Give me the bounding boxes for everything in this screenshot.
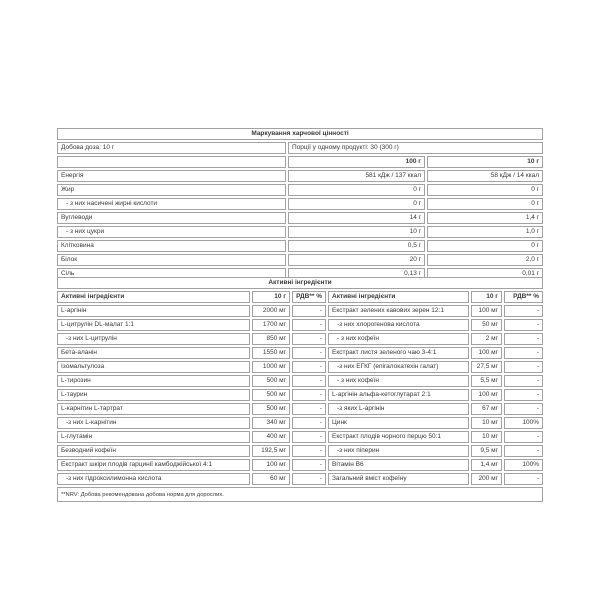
table-row (57, 277, 543, 289)
ingredient-amount: 100 мг (471, 305, 502, 317)
value-100g: 581 кДж / 137 ккал (288, 170, 425, 182)
table-row (57, 142, 543, 154)
ingredient-name: - з них кофеїн (328, 333, 469, 345)
ingredient-name: L-цитрулін DL-малат 1:1 (57, 319, 250, 331)
ingredient-rdv: - (504, 389, 543, 401)
value-100g: 0,13 г (288, 268, 425, 280)
ingredient-name: L-глутамін (57, 431, 250, 443)
row-label: Білок (57, 254, 286, 266)
ingredient-amount: 200 мг (471, 473, 502, 485)
value-10g: 0,01 г (427, 268, 543, 280)
ingredient-amount: 60 мг (252, 473, 290, 485)
ingredient-rdv: - (292, 333, 326, 345)
ingredient-amount: 9,5 мг (471, 445, 502, 457)
rdv-header-right: РДВ** % (504, 291, 543, 303)
ingredient-name: Безводний кофеїн (57, 445, 250, 457)
ingredient-rdv: - (504, 445, 543, 457)
ingredient-name: -з них гідроксилимонна кислота (57, 473, 250, 485)
table-row (57, 254, 543, 266)
ingredient-amount: 340 мг (252, 417, 290, 429)
row-label: Клітковина (57, 240, 286, 252)
table-row (57, 459, 543, 471)
ingredient-rdv: - (292, 361, 326, 373)
nutrition-table-title: Маркування харчової цінності (57, 128, 543, 140)
ingredient-rdv: - (504, 375, 543, 387)
daily-dose-label: Добова доза: 10 г (57, 142, 286, 154)
table-row (57, 333, 543, 345)
table-row (57, 403, 543, 415)
value-100g: 14 г (288, 212, 425, 224)
empty-cell (57, 156, 286, 168)
ingredient-amount: 1700 мг (252, 319, 290, 331)
ingredient-rdv: - (292, 459, 326, 471)
ingredient-name: L-тирозин (57, 375, 250, 387)
ingredient-amount: 2 мг (471, 333, 502, 345)
ingredient-rdv: - (292, 319, 326, 331)
ingredient-rdv: - (292, 389, 326, 401)
value-10g: 1,0 г (427, 226, 543, 238)
ingredient-name: -з них ЕГКГ (епігалокатехін галат) (328, 361, 469, 373)
column-header-10g: 10 г (427, 156, 543, 168)
ingredient-rdv: - (292, 403, 326, 415)
ingredient-name: -з них L-цитрулін (57, 333, 250, 345)
row-label: - з них цукри (57, 226, 286, 238)
ingredient-rdv: - (292, 473, 326, 485)
value-10g: 58 кДж / 14 ккал (427, 170, 543, 182)
rdv-header-left: РДВ** % (292, 291, 326, 303)
ingredient-rdv: - (504, 333, 543, 345)
ingredient-name: Вітамін В6 (328, 459, 469, 471)
ingredient-amount: 5,5 мг (471, 375, 502, 387)
ingredient-amount: 1550 мг (252, 347, 290, 359)
ingredient-amount: 1,4 мг (471, 459, 502, 471)
table-row (57, 347, 543, 359)
table-row (57, 361, 543, 373)
table-row (57, 487, 543, 502)
ingredient-amount: 500 мг (252, 403, 290, 415)
ingredient-name: Екстракт зелених кавових зерен 12:1 (328, 305, 469, 317)
amount-header-right: 10 г (471, 291, 502, 303)
ingredient-rdv: - (504, 431, 543, 443)
ingredient-name: -з них L-карнітин (57, 417, 250, 429)
ingredient-amount: 192,5 мг (252, 445, 290, 457)
ingredient-amount: 850 мг (252, 333, 290, 345)
ingredient-name: L-аргінін (57, 305, 250, 317)
ingredient-name: -з них піперин (328, 445, 469, 457)
ingredient-amount: 100 мг (471, 389, 502, 401)
ingredient-amount: 1000 мг (252, 361, 290, 373)
ingredient-rdv: - (504, 347, 543, 359)
portions-label: Порції у одному продукті: 30 (300 г) (288, 142, 543, 154)
value-100g: 20 г (288, 254, 425, 266)
ingredient-rdv: 100% (504, 417, 543, 429)
ingredient-name: Екстракт листя зеленого чаю 3-4:1 (328, 347, 469, 359)
ingredient-rdv: 100% (504, 459, 543, 471)
value-10g: 0 г (427, 184, 543, 196)
ingredient-amount: 100 мг (471, 347, 502, 359)
value-100g: 0 г (288, 198, 425, 210)
table-row (57, 389, 543, 401)
ingredient-amount: 500 мг (252, 389, 290, 401)
table-row (57, 305, 543, 317)
value-100g: 10 г (288, 226, 425, 238)
ingredient-name: - з них кофеїн (328, 375, 469, 387)
nrv-footnote: **NRV: Добова рекомендована добова норма для дорослих. (57, 487, 543, 502)
ingredient-rdv: - (292, 417, 326, 429)
ingredient-name: L-таурин (57, 389, 250, 401)
ingredient-rdv: - (504, 305, 543, 317)
value-100g: 0,5 г (288, 240, 425, 252)
table-row (57, 156, 543, 168)
row-label: Енергія (57, 170, 286, 182)
table-row (57, 375, 543, 387)
ingredients-table-title: Активні інгредієнти (57, 277, 543, 289)
ingredient-amount: 67 мг (471, 403, 502, 415)
ingredient-amount: 27,5 мг (471, 361, 502, 373)
table-row (57, 226, 543, 238)
table-row (57, 445, 543, 457)
value-10g: 0 г (427, 240, 543, 252)
ingredient-rdv: - (504, 319, 543, 331)
ingredient-name: -з яких L-аргінін (328, 403, 469, 415)
ingredient-name: Екстракт шкіри плодів гарцинії камбоджійської 4:1 (57, 459, 250, 471)
active-ingredients-table (55, 275, 545, 504)
ingredient-name: Ізомальтулоза (57, 361, 250, 373)
ingredient-rdv: - (292, 305, 326, 317)
table-row (57, 319, 543, 331)
value-10g: 2,0 г (427, 254, 543, 266)
row-label: - з них насичені жирні кислоти (57, 198, 286, 210)
table-row (57, 198, 543, 210)
ingredient-amount: 10 мг (471, 431, 502, 443)
table-row (57, 128, 543, 140)
ingredient-rdv: - (292, 445, 326, 457)
ingredient-amount: 50 мг (471, 319, 502, 331)
ingredient-amount: 10 мг (471, 417, 502, 429)
ingredient-rdv: - (292, 347, 326, 359)
ingredient-amount: 500 мг (252, 375, 290, 387)
column-header-100g: 100 г (288, 156, 425, 168)
row-label: Жир (57, 184, 286, 196)
table-row (57, 170, 543, 182)
ingredient-amount: 2000 мг (252, 305, 290, 317)
ingredients-header-left: Активні інгредієнти (57, 291, 250, 303)
ingredient-rdv: - (292, 431, 326, 443)
ingredients-header-right: Активні інгредієнти (328, 291, 469, 303)
row-label: Вуглеводи (57, 212, 286, 224)
value-100g: 0 г (288, 184, 425, 196)
amount-header-left: 10 г (252, 291, 290, 303)
value-10g: 0 г (427, 198, 543, 210)
table-row (57, 212, 543, 224)
table-row (57, 184, 543, 196)
ingredient-amount: 400 мг (252, 431, 290, 443)
ingredient-name: L-аргінін альфа-кетоглутарат 2:1 (328, 389, 469, 401)
value-10g: 1,4 г (427, 212, 543, 224)
table-row (57, 417, 543, 429)
table-row (57, 240, 543, 252)
ingredient-name: -з них хлорогенова кислота (328, 319, 469, 331)
row-label: Сіль (57, 268, 286, 280)
ingredient-rdv: - (504, 473, 543, 485)
ingredient-name: Бета-аланін (57, 347, 250, 359)
ingredient-name: Екстракт плодів чорного перцю 50:1 (328, 431, 469, 443)
ingredient-rdv: - (292, 375, 326, 387)
table-row (57, 473, 543, 485)
nutrition-facts-table (55, 126, 545, 282)
ingredient-name: Загальний вміст кофеїну (328, 473, 469, 485)
table-row (57, 291, 543, 303)
ingredient-name: L-карнітин L-тартрат (57, 403, 250, 415)
ingredient-rdv: - (504, 403, 543, 415)
ingredient-amount: 100 мг (252, 459, 290, 471)
ingredient-rdv: - (504, 361, 543, 373)
table-row (57, 431, 543, 443)
ingredient-name: Цинк (328, 417, 469, 429)
